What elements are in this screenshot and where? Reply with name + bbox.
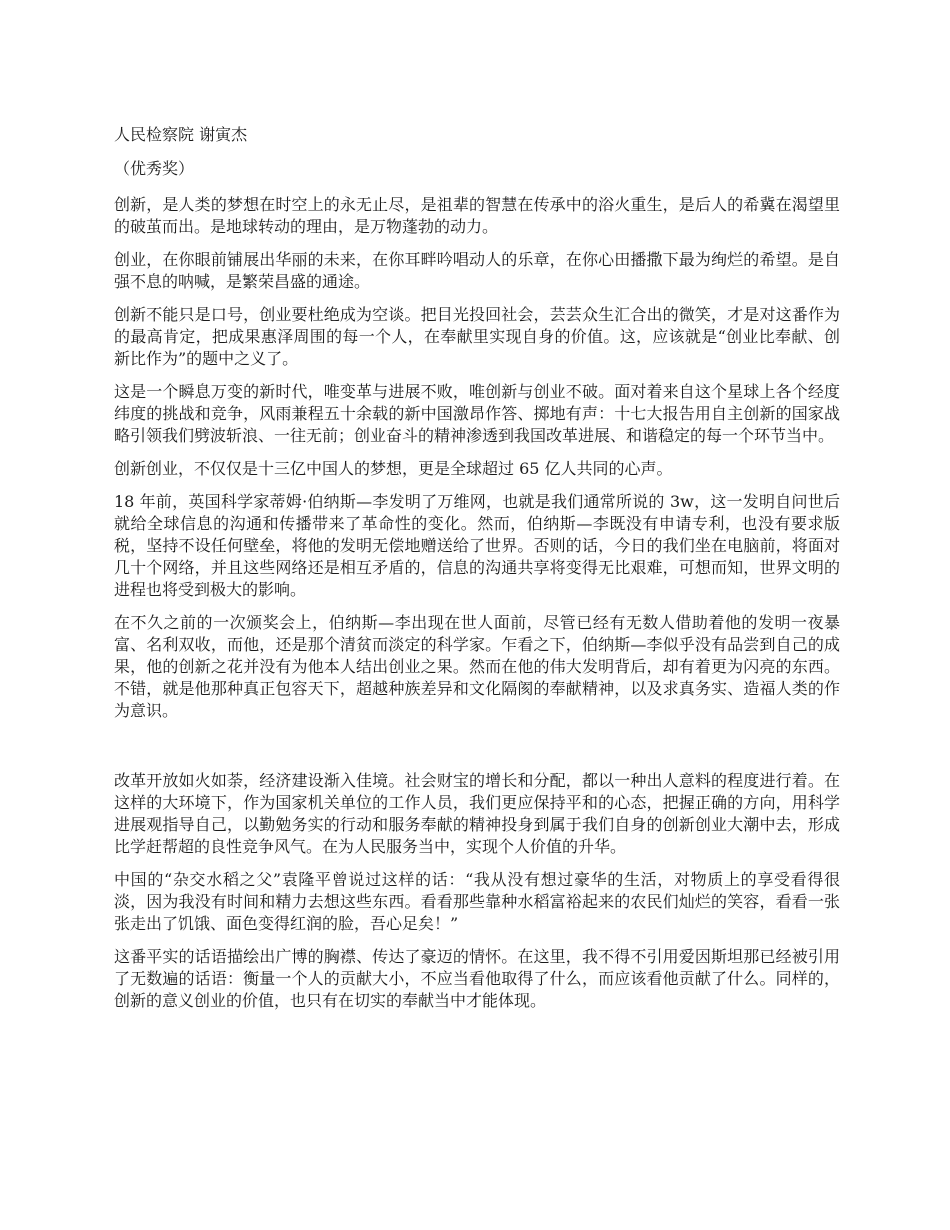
paragraph: 中国的“杂交水稻之父”袁隆平曾说过这样的话：“我从没有想过豪华的生活，对物质上的享受看得很淡，因为我没有时间和精力去想这些东西。看看那些靠种水稻富裕起来的农民们灿烂的笑容，看看一张张走出了饥饿、面色变得红润的脸，吾心足矣！”: [114, 870, 840, 933]
paragraph: 这番平实的话语描绘出广博的胸襟、传达了豪迈的情怀。在这里，我不得不引用爱因斯坦那已经被引用了无数遍的话语：衡量一个人的贡献大小，不应当看他取得了什么，而应该看他贡献了什么。同样的，创新的意义创业的价值，也只有在切实的奉献当中才能体现。: [114, 947, 840, 1010]
section-gap: [114, 733, 840, 770]
paragraph: 创业，在你眼前铺展出华丽的未来，在你耳畔吟唱动人的乐章，在你心田播撒下最为绚烂的希望。是自强不息的呐喊，是繁荣昌盛的通途。: [114, 250, 840, 291]
paragraph: 这是一个瞬息万变的新时代，唯变革与进展不败，唯创新与创业不破。面对着来自这个星球上各个经度纬度的挑战和竞争，风雨兼程五十余载的新中国激昂作答、掷地有声：十七大报告用自主创新的国家战略引领我们劈波斩浪、一往无前；创业奋斗的精神渗透到我国改革进展、和谐稳定的每一个环节当中。: [114, 382, 840, 445]
award-label: （优秀奖）: [114, 159, 195, 178]
paragraph: 创新创业，不仅仅是十三亿中国人的梦想，更是全球超过 65 亿人共同的心声。: [114, 459, 673, 478]
paragraph: 创新，是人类的梦想在时空上的永无止尽，是祖辈的智慧在传承中的浴火重生，是后人的希冀在渴望里的破茧而出。是地球转动的理由，是万物蓬勃的动力。: [114, 195, 840, 236]
document-page: [114, 124, 840, 1023]
paragraph: 在不久之前的一次颁奖会上，伯纳斯—李出现在世人面前，尽管已经有无数人借助着他的发明一夜暴富、名利双收，而他，还是那个清贫而淡定的科学家。乍看之下，伯纳斯—李似乎没有品尝到自己的成果，他的创新之花并没有为他本人结出创业之果。然而在他的伟大发明背后，却有着更为闪亮的东西。不错，就是他那种真正包容天下，超越种族差异和文化隔阂的奉献精神，以及求真务实、造福人类的作为意识。: [114, 613, 840, 720]
paragraph: 18 年前，英国科学家蒂姆·伯纳斯—李发明了万维网，也就是我们通常所说的 3w，这一发明自问世后就给全球信息的沟通和传播带来了革命性的变化。然而，伯纳斯—李既没有申请专利，也没有要求版税，坚持不设任何壁垒，将他的发明无偿地赠送给了世界。否则的话，今日的我们坐在电脑前，将面对几十个网络，并且这些网络还是相互矛盾的，信息的沟通共享将变得无比艰难，可想而知，世界文明的进程也将受到极大的影响。: [114, 492, 840, 599]
paragraph: 创新不能只是口号，创业要杜绝成为空谈。把目光投回社会，芸芸众生汇合出的微笑，才是对这番作为的最高肯定，把成果惠泽周围的每一个人，在奉献里实现自身的价值。这，应该就是“创业比奉献、创新比作为”的题中之义了。: [114, 305, 840, 368]
author-line: 人民检察院 谢寅杰: [114, 125, 248, 144]
paragraph: 改革开放如火如荼，经济建设渐入佳境。社会财宝的增长和分配，都以一种出人意料的程度进行着。在这样的大环境下，作为国家机关单位的工作人员，我们更应保持平和的心态，把握正确的方向，用科学进展观指导自己，以勤勉务实的行动和服务奉献的精神投身到属于我们自身的创新创业大潮中去，形成比学赶帮超的良性竞争风气。在为人民服务当中，实现个人价值的升华。: [114, 771, 840, 856]
